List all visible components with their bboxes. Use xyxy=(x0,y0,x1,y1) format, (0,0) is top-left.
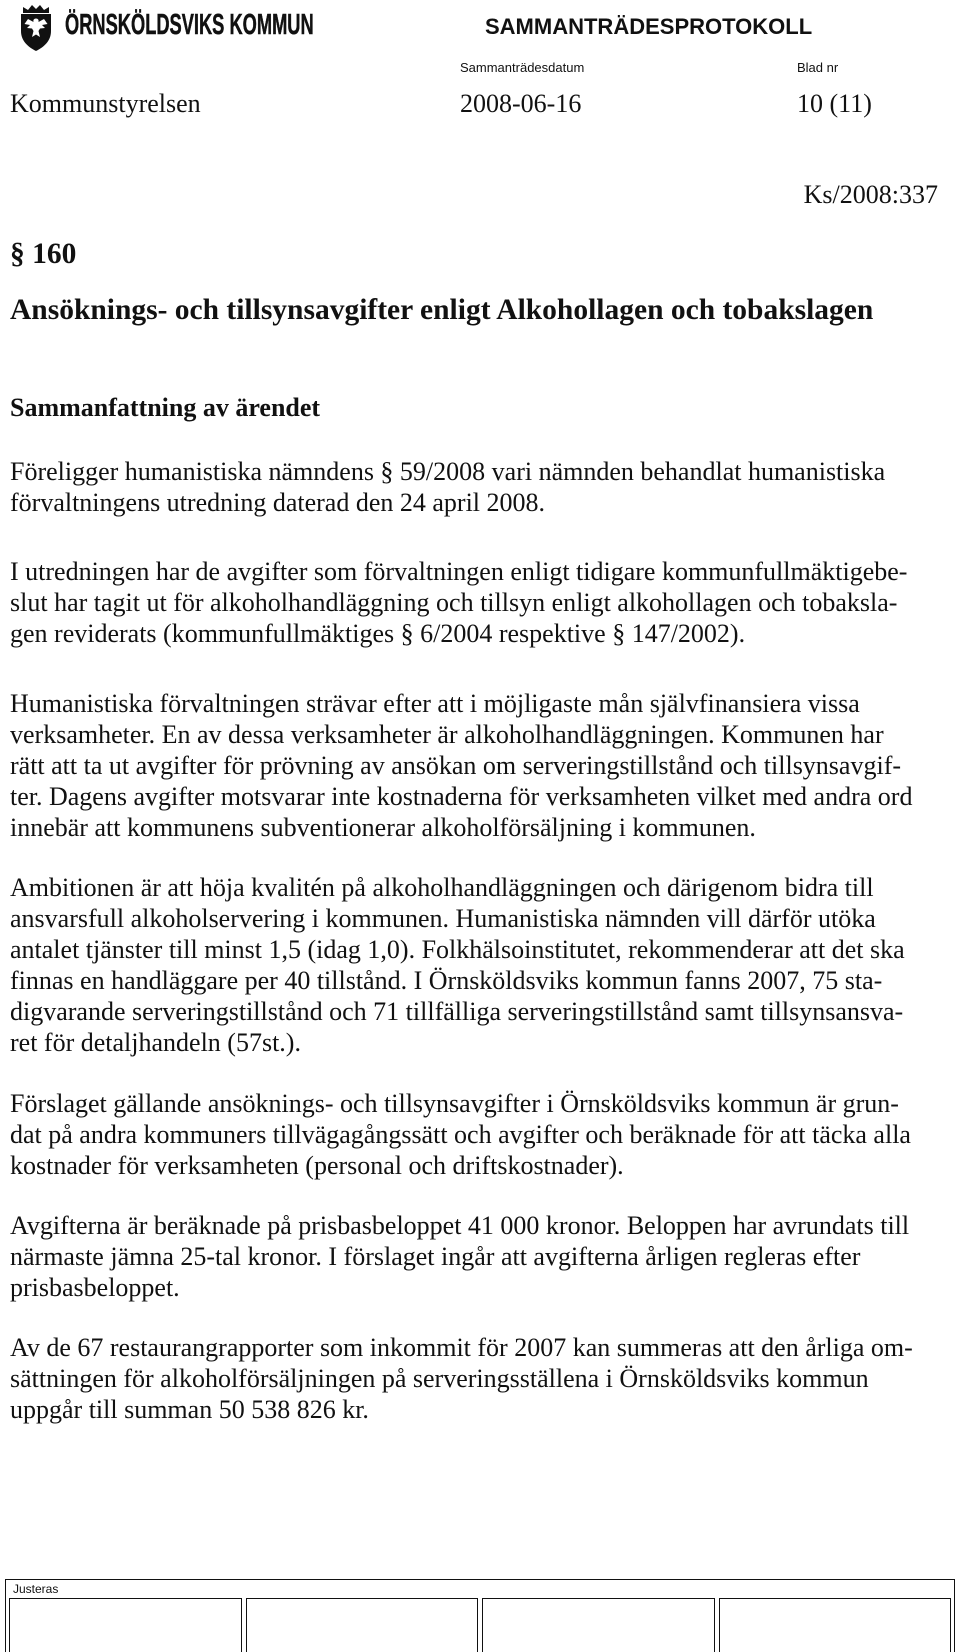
paragraph-line: ter. Dagens avgifter motsvarar inte kostnaderna för verksamheten vilket med andra ord xyxy=(10,782,913,811)
paragraph xyxy=(10,1210,909,1303)
document-type: SAMMANTRÄDESPROTOKOLL xyxy=(485,14,813,39)
paragraph xyxy=(10,872,905,1058)
paragraph xyxy=(10,1332,913,1425)
paragraph-line: digvarande serveringstillstånd och 71 tillfälliga serveringstillstånd samt tillsynsansva- xyxy=(10,997,904,1026)
organization-name: ÖRNSKÖLDSVIKS KOMMUN xyxy=(65,9,314,41)
paragraph-line: sättningen för alkoholförsäljningen på serveringsställena i Örnsköldsviks kommun xyxy=(10,1364,869,1393)
paragraph-line: prisbasbeloppet. xyxy=(10,1273,180,1302)
paragraph-line: Förslaget gällande ansöknings- och tillsynsavgifter i Örnsköldsviks kommun är grun- xyxy=(10,1089,899,1118)
paragraph-line: ret för detaljhandeln (57st.). xyxy=(10,1028,301,1057)
body-name: Kommunstyrelsen xyxy=(10,89,201,118)
paragraph-line: dat på andra kommuners tillvägagångssätt och avgifter och beräknade för att täcka alla xyxy=(10,1120,911,1149)
paragraph-line: finnas en handläggare per 40 tillstånd. I Örnsköldsviks kommun fanns 2007, 75 sta- xyxy=(10,966,883,995)
paragraph xyxy=(10,1088,911,1181)
coat-of-arms-icon xyxy=(18,4,54,52)
paragraph xyxy=(10,688,912,843)
paragraph-line: ansvarsfull alkoholservering i kommunen. Humanistiska nämnden vill därför utöka xyxy=(10,904,876,933)
meeting-date-label: Sammanträdesdatum xyxy=(460,60,585,75)
paragraph-line: uppgår till summan 50 538 826 kr. xyxy=(10,1395,369,1424)
adjust-label: Justeras xyxy=(13,1582,59,1596)
page-number: 10 (11) xyxy=(797,89,872,118)
paragraph xyxy=(10,456,885,518)
paragraph-line: rätt att ta ut avgifter för prövning av ansökan om serveringstillstånd och tillsynsavgif- xyxy=(10,751,902,780)
summary-heading: Sammanfattning av ärendet xyxy=(10,393,321,422)
section-number: § 160 xyxy=(10,238,77,270)
signature-box xyxy=(5,1579,955,1652)
signature-cells xyxy=(9,1598,951,1652)
page-label: Blad nr xyxy=(797,60,839,75)
signature-cell xyxy=(719,1598,952,1652)
paragraph-line: Ambitionen är att höja kvalitén på alkoholhandläggningen och därigenom bidra till xyxy=(10,873,874,902)
paragraph-line: Humanistiska förvaltningen strävar efter att i möjligaste mån självfinansiera vissa xyxy=(10,689,860,718)
page-title: Ansöknings- och tillsynsavgifter enligt Alkohollagen och tobakslagen xyxy=(10,294,874,326)
paragraph-line: kostnader för verksamheten (personal och driftskostnader). xyxy=(10,1151,624,1180)
paragraph xyxy=(10,556,907,649)
paragraph-line: antalet tjänster till minst 1,5 (idag 1,0). Folkhälsoinstitutet, rekommenderar att det ska xyxy=(10,935,905,964)
paragraph-line: gen reviderats (kommunfullmäktiges § 6/2004 respektive § 147/2002). xyxy=(10,619,746,648)
signature-cell xyxy=(9,1598,242,1652)
paragraph-line: närmaste jämna 25-tal kronor. I förslaget ingår att avgifterna årligen regleras efter xyxy=(10,1242,861,1271)
paragraph-line: slut har tagit ut för alkoholhandläggning och tillsyn enligt alkohollagen och tobaksla- xyxy=(10,588,898,617)
signature-cell xyxy=(482,1598,715,1652)
paragraph-line: verksamheter. En av dessa verksamheter är alkoholhandläggningen. Kommunen har xyxy=(10,720,884,749)
case-number: Ks/2008:337 xyxy=(803,180,938,209)
paragraph-line: Föreligger humanistiska nämndens § 59/2008 vari nämnden behandlat humanistiska xyxy=(10,457,886,486)
paragraph-line: innebär att kommunens subventionerar alkoholförsäljning i kommunen. xyxy=(10,813,756,842)
meeting-date: 2008-06-16 xyxy=(460,89,582,118)
paragraph-line: förvaltningens utredning daterad den 24 april 2008. xyxy=(10,488,546,517)
paragraph-line: Av de 67 restaurangrapporter som inkommit för 2007 kan summeras att den årliga om- xyxy=(10,1333,913,1362)
signature-cell xyxy=(246,1598,479,1652)
paragraph-line: Avgifterna är beräknade på prisbasbeloppet 41 000 kronor. Beloppen har avrundats till xyxy=(10,1211,910,1240)
paragraph-line: I utredningen har de avgifter som förvaltningen enligt tidigare kommunfullmäktigebe- xyxy=(10,557,908,586)
